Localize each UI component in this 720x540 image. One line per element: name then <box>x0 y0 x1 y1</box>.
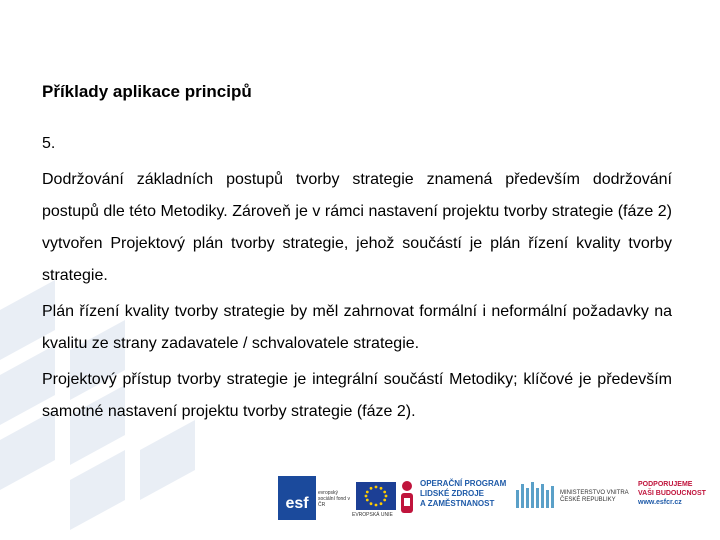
slogan-line-1: PODPORUJEME <box>638 481 693 488</box>
esf-mark-text: esf <box>285 495 309 512</box>
paragraph-3: Projektový přístup tvorby strategie je integrální součástí Metodiky; klíčové je především samotné nastavení projektu tvorby strategie (fáze 2). <box>42 371 672 420</box>
slide-content <box>42 128 672 432</box>
ministry-caption <box>560 476 636 534</box>
paragraph-1: Dodržování základních postupů tvorby strategie znamená především dodržování postupů dle této Metodiky. Zároveň je v rámci nastavení projektu tvorby strategie (fáze 2) vytvořen Projektový plán tvorby strategie, jehož součástí je plán řízení kvality tvorby strategie. <box>42 171 672 284</box>
paragraph-2: Plán řízení kvality tvorby strategie by měl zahrnovat formální i neformální požadavky na kvalitu ze strany zadavatele / schvalovatele strategie. <box>42 303 672 352</box>
esf-logo <box>278 476 316 520</box>
slide-title: Příklady aplikace principů <box>42 82 252 101</box>
op-line-2: LIDSKÉ ZDROJE <box>420 489 485 498</box>
esf-caption: evropský sociální fond v ČR <box>318 490 350 508</box>
slogan-web: www.esfcr.cz <box>638 499 682 506</box>
item-number: 5. <box>42 135 56 152</box>
ministry-line-2: ČESKÉ REPUBLIKY <box>560 497 616 503</box>
eu-caption: EVROPSKÁ UNIE <box>352 512 393 518</box>
eu-flag-icon <box>356 482 396 510</box>
op-line-1: OPERAČNÍ PROGRAM <box>420 479 507 488</box>
slogan <box>638 476 720 524</box>
ministry-logo-icon <box>514 476 556 520</box>
ministry-line-1: MINISTERSTVO VNITRA <box>560 490 629 496</box>
slogan-line-2: VAŠI BUDOUCNOST <box>638 490 706 497</box>
op-line-3: A ZAMĚSTNANOST <box>420 499 495 508</box>
footer-logos <box>278 476 720 524</box>
op-lzz-logo-icon <box>398 476 416 520</box>
